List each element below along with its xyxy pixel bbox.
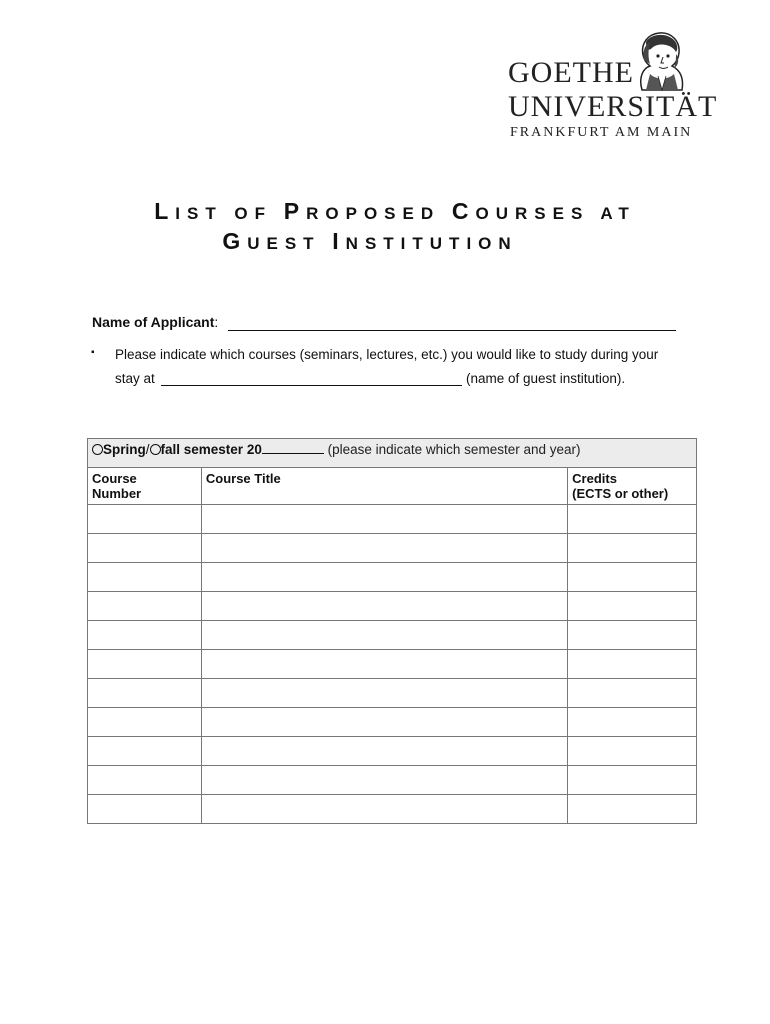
course-number-cell[interactable]	[88, 737, 202, 766]
credits-cell[interactable]	[568, 795, 697, 824]
table-row	[88, 650, 697, 679]
course-number-cell[interactable]	[88, 592, 202, 621]
table-row	[88, 563, 697, 592]
table-row	[88, 708, 697, 737]
applicant-name-field[interactable]	[228, 330, 676, 331]
course-title-cell[interactable]	[201, 621, 567, 650]
semester-note: (please indicate which semester and year)	[327, 442, 581, 457]
spring-label: Spring	[103, 442, 146, 457]
course-title-cell[interactable]	[201, 737, 567, 766]
table-header-row	[88, 468, 697, 505]
page-title-line1: LIST OF PROPOSED COURSES AT	[154, 198, 636, 224]
semester-selection-row	[87, 438, 697, 468]
course-title-cell[interactable]	[201, 592, 567, 621]
table-row	[88, 766, 697, 795]
course-number-cell[interactable]	[88, 795, 202, 824]
table-row	[88, 679, 697, 708]
credits-cell[interactable]	[568, 650, 697, 679]
spring-radio[interactable]	[92, 444, 103, 455]
credits-cell[interactable]	[568, 766, 697, 795]
table-row	[88, 505, 697, 534]
course-title-cell[interactable]	[201, 766, 567, 795]
course-title-cell[interactable]	[201, 505, 567, 534]
semester-year-field[interactable]	[262, 453, 324, 454]
credits-cell[interactable]	[568, 505, 697, 534]
table-row	[88, 534, 697, 563]
semester-slash: /	[145, 442, 150, 457]
guest-institution-field[interactable]	[161, 385, 462, 386]
course-number-cell[interactable]	[88, 650, 202, 679]
credits-cell[interactable]	[568, 534, 697, 563]
course-number-cell[interactable]	[88, 563, 202, 592]
course-title-cell[interactable]	[201, 679, 567, 708]
credits-cell[interactable]	[568, 737, 697, 766]
course-title-cell[interactable]	[201, 708, 567, 737]
university-logo	[500, 30, 718, 140]
bullet-icon: ▪	[91, 347, 95, 358]
goethe-portrait-icon	[628, 30, 690, 92]
fall-radio[interactable]	[150, 444, 161, 455]
table-row	[88, 592, 697, 621]
table-row	[88, 737, 697, 766]
logo-line-universitat: UNIVERSITÄT	[508, 90, 718, 123]
logo-line-goethe: GOETHE	[508, 56, 634, 89]
header-course-title: Course Title	[201, 468, 567, 505]
instruction-stay-label: stay at	[115, 371, 155, 386]
instruction-text-line1: Please indicate which courses (seminars, lectures, etc.) you would like to study during your	[115, 347, 659, 362]
credits-cell[interactable]	[568, 621, 697, 650]
guest-institution-note: (name of guest institution).	[466, 371, 626, 386]
table-row	[88, 621, 697, 650]
header-credits: Credits (ECTS or other)	[568, 468, 697, 505]
course-number-cell[interactable]	[88, 621, 202, 650]
credits-cell[interactable]	[568, 563, 697, 592]
header-course-number: Course Number	[88, 468, 202, 505]
course-number-cell[interactable]	[88, 766, 202, 795]
course-number-cell[interactable]	[88, 708, 202, 737]
logo-line-frankfurt: FRANKFURT AM MAIN	[510, 125, 693, 140]
course-number-cell[interactable]	[88, 534, 202, 563]
course-title-cell[interactable]	[201, 534, 567, 563]
course-title-cell[interactable]	[201, 563, 567, 592]
fall-label: fall semester 20	[160, 442, 262, 457]
credits-cell[interactable]	[568, 708, 697, 737]
page-title-line2: GUEST INSTITUTION	[222, 228, 518, 254]
table-row	[88, 795, 697, 824]
course-number-cell[interactable]	[88, 505, 202, 534]
course-title-cell[interactable]	[201, 795, 567, 824]
credits-cell[interactable]	[568, 679, 697, 708]
course-number-cell[interactable]	[88, 679, 202, 708]
applicant-name-label: Name of Applicant:	[92, 314, 219, 330]
courses-table	[87, 467, 697, 824]
course-title-cell[interactable]	[201, 650, 567, 679]
credits-cell[interactable]	[568, 592, 697, 621]
